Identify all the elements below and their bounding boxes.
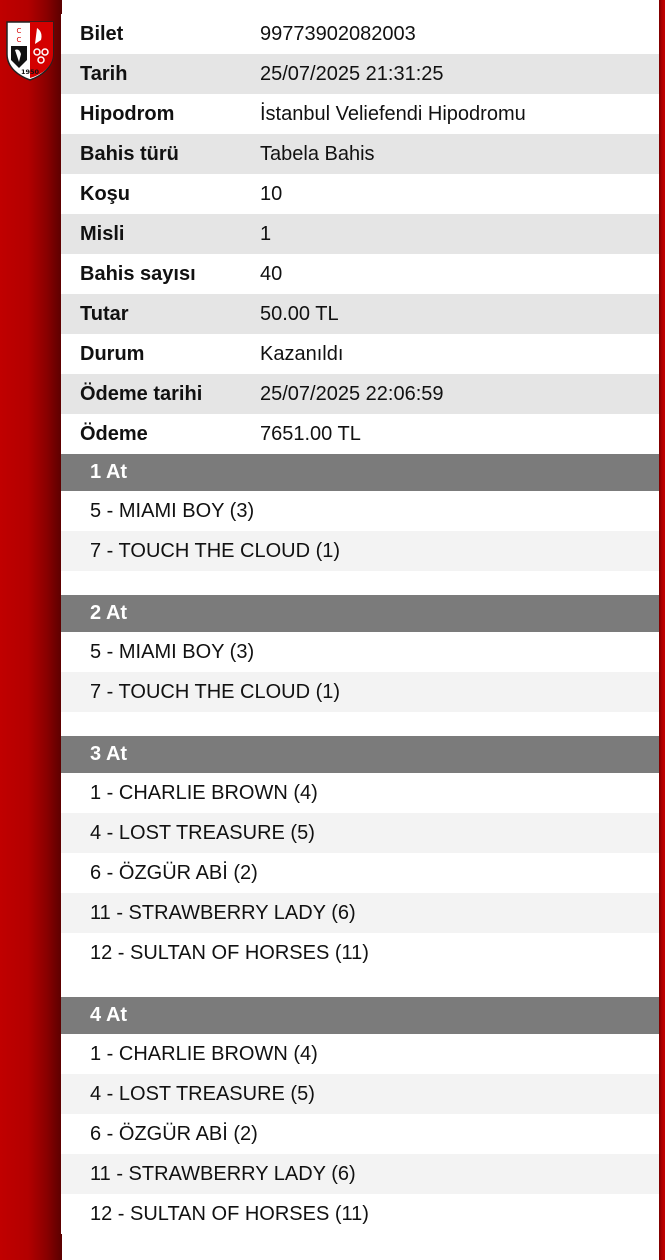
section-header: 4 At xyxy=(61,997,659,1034)
info-row xyxy=(61,214,659,254)
info-label: Bilet xyxy=(80,22,124,45)
info-label: Ödeme tarihi xyxy=(80,382,203,405)
horse-row: 12 - SULTAN OF HORSES (11) xyxy=(61,1194,659,1234)
info-value: 50.00 TL xyxy=(260,302,339,325)
left-red-sidebar xyxy=(0,0,62,1260)
section-header: 2 At xyxy=(61,595,659,632)
horse-row: 4 - LOST TREASURE (5) xyxy=(61,1074,659,1114)
info-label: Ödeme xyxy=(80,422,148,445)
info-row xyxy=(61,294,659,334)
horse-row: 1 - CHARLIE BROWN (4) xyxy=(61,773,659,813)
info-label: Bahis türü xyxy=(80,142,179,165)
horse-row: 6 - ÖZGÜR ABİ (2) xyxy=(61,853,659,893)
horse-section xyxy=(61,997,659,1234)
info-label: Koşu xyxy=(80,182,130,205)
horse-section xyxy=(61,736,659,997)
horse-row: 5 - MIAMI BOY (3) xyxy=(61,491,659,531)
horse-section xyxy=(61,454,659,595)
info-value: 25/07/2025 21:31:25 xyxy=(260,62,444,85)
section-gap xyxy=(61,571,659,595)
info-label: Durum xyxy=(80,342,145,365)
horse-row: 6 - ÖZGÜR ABİ (2) xyxy=(61,1114,659,1154)
horse-row: 1 - CHARLIE BROWN (4) xyxy=(61,1034,659,1074)
ticket-detail xyxy=(61,14,659,1234)
horse-row: 11 - STRAWBERRY LADY (6) xyxy=(61,1154,659,1194)
info-row xyxy=(61,334,659,374)
horse-row: 4 - LOST TREASURE (5) xyxy=(61,813,659,853)
info-label: Bahis sayısı xyxy=(80,262,196,285)
info-value: 1 xyxy=(260,222,272,245)
horse-row: 11 - STRAWBERRY LADY (6) xyxy=(61,893,659,933)
info-row xyxy=(61,54,659,94)
section-gap xyxy=(61,973,659,997)
info-value: 10 xyxy=(260,182,283,205)
svg-text:1950: 1950 xyxy=(20,68,40,76)
ticket-info-table xyxy=(61,14,659,454)
club-shield-logo-icon xyxy=(5,20,55,82)
info-row xyxy=(61,134,659,174)
horse-row: 7 - TOUCH THE CLOUD (1) xyxy=(61,531,659,571)
info-value: 40 xyxy=(260,262,283,285)
info-value: 7651.00 TL xyxy=(260,422,361,445)
info-label: Hipodrom xyxy=(80,102,175,125)
section-header: 3 At xyxy=(61,736,659,773)
info-row xyxy=(61,14,659,54)
info-value: Tabela Bahis xyxy=(260,142,375,165)
info-value: Kazanıldı xyxy=(260,342,344,365)
right-red-edge xyxy=(659,0,665,1260)
horse-section xyxy=(61,595,659,736)
info-value: İstanbul Veliefendi Hipodromu xyxy=(260,102,526,125)
svg-text:C: C xyxy=(16,36,22,44)
info-row xyxy=(61,374,659,414)
section-gap xyxy=(61,712,659,736)
info-label: Tutar xyxy=(80,302,129,325)
info-value: 99773902082003 xyxy=(260,22,416,45)
info-row xyxy=(61,414,659,454)
horse-row: 5 - MIAMI BOY (3) xyxy=(61,632,659,672)
section-header: 1 At xyxy=(61,454,659,491)
info-value: 25/07/2025 22:06:59 xyxy=(260,382,444,405)
horse-row: 7 - TOUCH THE CLOUD (1) xyxy=(61,672,659,712)
info-row xyxy=(61,94,659,134)
info-row xyxy=(61,174,659,214)
info-label: Tarih xyxy=(80,62,128,85)
horse-row: 12 - SULTAN OF HORSES (11) xyxy=(61,933,659,973)
info-row xyxy=(61,254,659,294)
bet-sections xyxy=(61,454,659,1234)
svg-text:C: C xyxy=(16,27,22,35)
info-label: Misli xyxy=(80,222,125,245)
